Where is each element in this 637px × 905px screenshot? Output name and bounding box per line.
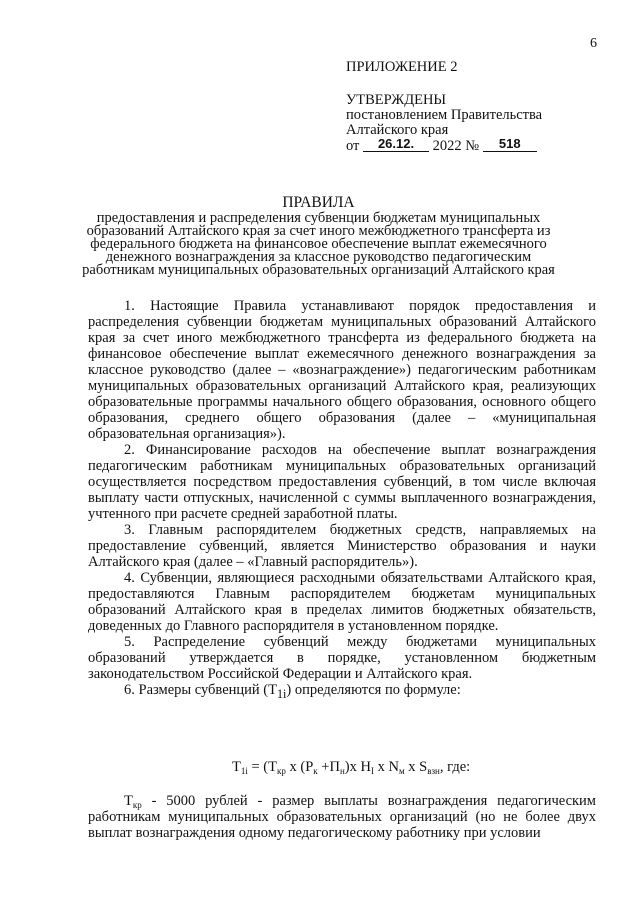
- formula-part: х N: [373, 759, 399, 775]
- formula-part: х S: [404, 759, 428, 775]
- p6-sub: 1i: [276, 686, 287, 701]
- formula-sub: кр: [277, 766, 286, 776]
- formula-sub: м: [398, 766, 405, 776]
- approval-date: 26.12.: [363, 136, 429, 152]
- from-label: от: [346, 138, 360, 154]
- formula-part: T: [232, 759, 241, 775]
- rules-subtitle-line: денежного вознаграждения за классное руководство педагогическим: [105, 249, 532, 265]
- subvention-formula: [232, 759, 470, 775]
- def-symbol: T: [124, 793, 133, 809]
- def-sub: кр: [132, 800, 142, 810]
- formula-part: х (Р: [285, 759, 314, 775]
- p6-text: 6. Размеры субвенций (T: [124, 682, 277, 698]
- formula-part: , где:: [439, 759, 471, 775]
- rules-heading: ПРАВИЛА: [282, 194, 355, 211]
- formula-sub: взн: [427, 766, 440, 776]
- paragraph-6: [88, 682, 596, 702]
- def-text: - 5000 рублей - размер выплаты вознаграждения педагогическим работникам муниципальных образовательных организаций (но не более двух выплат вознаграждения одному педагогическому работнику при условии: [88, 793, 596, 841]
- rules-subtitle-line: предоставления и распределения субвенции бюджетам муниципальных: [96, 210, 541, 226]
- paragraph-1: 1. Настоящие Правила устанавливают порядок предоставления и распределения субвенции бюджетам муниципальных образований Алтайского края за счет иного межбюджетного трансферта из федерального бюджета на финансовое обеспечение выплат ежемесячного денежного вознаграждения за классное руководство (далее – «вознаграждение») педагогическим работникам муниципальных образовательных организаций Алтайского края, реализующих образовательные программы начального общего образования, основного общего образования, среднего общего образования (далее – «муниципальная образовательная организация»).: [88, 298, 596, 442]
- paragraph-5: 5. Распределение субвенций между бюджетами муниципальных образований утверждается в порядке, установленном бюджетным законодательством Российской Федерации и Алтайского края.: [88, 634, 596, 682]
- rules-title: [40, 195, 597, 277]
- definition-paragraph: [88, 793, 596, 841]
- paragraph-3: 3. Главным распорядителем бюджетных средств, направляемых на предоставление субвенций, является Министерство образования и науки Алтайского края (далее – «Главный распорядитель»).: [88, 522, 596, 570]
- paragraph-4: 4. Субвенции, являющиеся расходными обязательствами Алтайского края, предоставляются Главным распорядителем бюджетам муниципальных образований Алтайского края в пределах лимитов бюджетных обязательств, доведенных до Главного распорядителя в установленном порядке.: [88, 570, 596, 634]
- approved-by-line: постановлением Правительства: [346, 107, 543, 123]
- formula-sub: н: [339, 766, 345, 776]
- paragraph-2: 2. Финансирование расходов на обеспечение выплат вознаграждения педагогическим работникам муниципальных образовательных организаций осуществляется посредством предоставления субвенций, в том числе включая выплату части отпускных, начисленной с суммы выплаченного вознаграждения, учтенного при расчете средней заработной платы.: [88, 442, 596, 522]
- rules-subtitle-line: работникам муниципальных образовательных организаций Алтайского края: [82, 262, 555, 278]
- formula-sub: 1i: [240, 766, 248, 776]
- appendix-title: ПРИЛОЖЕНИЕ 2: [346, 59, 458, 75]
- approved-by-region: Алтайского края: [346, 122, 449, 138]
- approved-label: УТВЕРЖДЕНЫ: [346, 92, 447, 108]
- p6-tail: ) определяются по формуле:: [286, 682, 461, 698]
- formula-part: +П: [317, 759, 340, 775]
- approval-year: 2022 №: [432, 138, 480, 154]
- appendix-block: [346, 60, 606, 154]
- formula-part: = (T: [247, 759, 277, 775]
- rules-subtitle-line: образований Алтайского края за счет иного межбюджетного трансферта из: [86, 223, 551, 239]
- definition-tkr: [88, 793, 596, 841]
- formula-sub: I: [370, 766, 374, 776]
- page-number: 6: [590, 36, 597, 51]
- approval-number: 518: [483, 136, 537, 152]
- formula-part: )х H: [344, 759, 371, 775]
- approval-date-line: [346, 138, 606, 154]
- formula-sub: к: [313, 766, 318, 776]
- rules-body: [88, 298, 596, 702]
- rules-subtitle-line: федерального бюджета на финансовое обеспечение выплат ежемесячного: [90, 236, 547, 252]
